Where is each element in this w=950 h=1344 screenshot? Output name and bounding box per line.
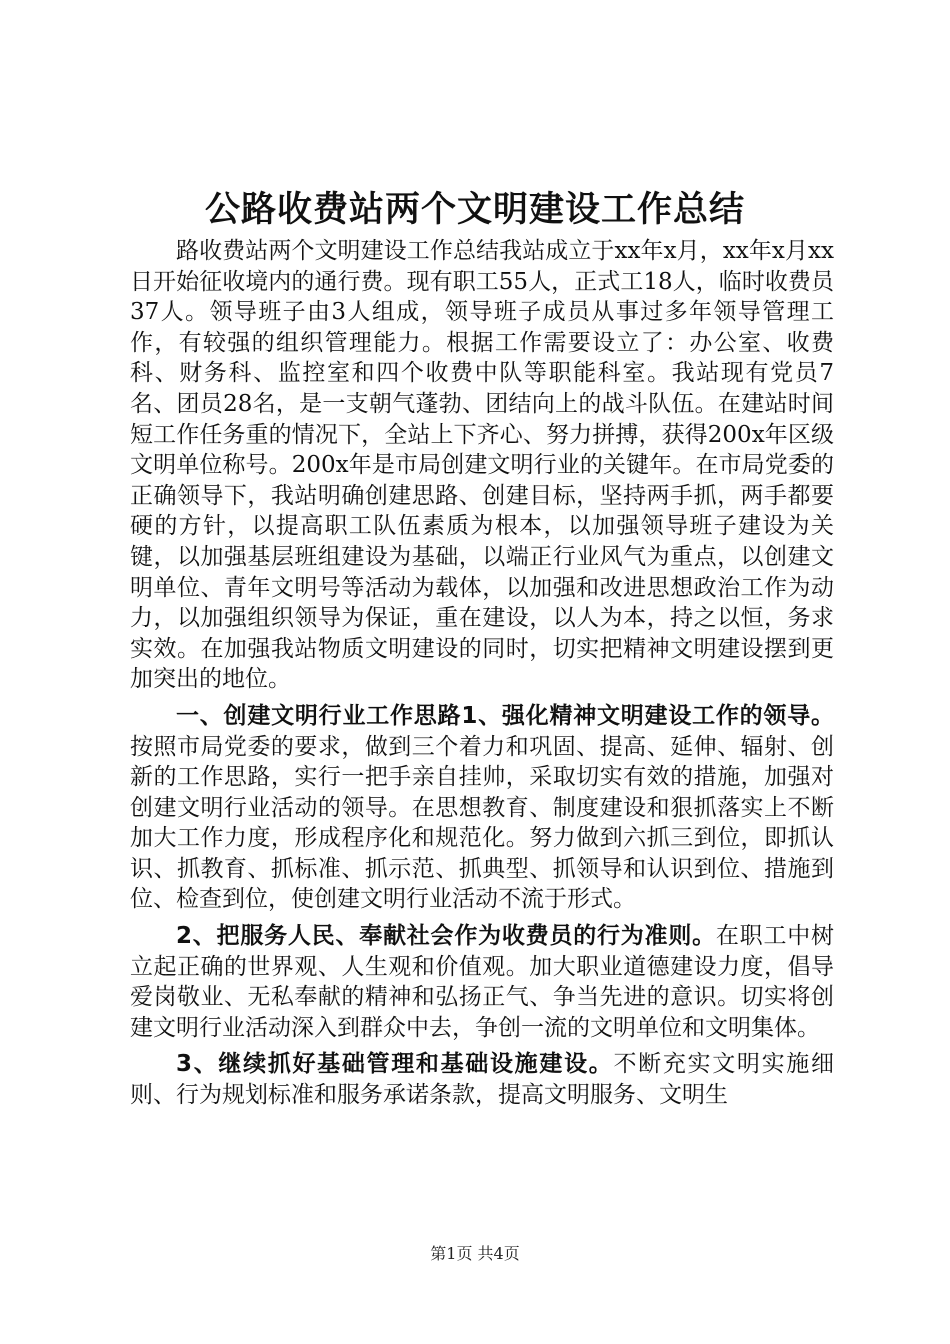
paragraph-lead: 2、把服务人民、奉献社会作为收费员的行为准则。 bbox=[176, 923, 716, 950]
paragraph-intro bbox=[130, 236, 834, 695]
paragraph-lead: 3、继续抓好基础管理和基础设施建设。 bbox=[176, 1051, 614, 1078]
document-body bbox=[130, 236, 834, 1111]
paragraph-section-2 bbox=[130, 921, 834, 1043]
paragraph-text: 在职工中树立起正确的世界观、人生观和价值观。加大职业道德建设力度，倡导爱岗敬业、无私奉献的精神和弘扬正气、争当先进的意识。切实将创建文明行业活动深入到群众中去，争创一流的文明单位和文明集体。 bbox=[130, 923, 834, 1041]
paragraph-section-3 bbox=[130, 1049, 834, 1110]
paragraph-lead: 一、创建文明行业工作思路1、强化精神文明建设工作的领导。 bbox=[176, 702, 834, 729]
paragraph-section-1 bbox=[130, 701, 834, 915]
paragraph-text: 按照市局党委的要求，做到三个着力和巩固、提高、延伸、辐射、创新的工作思路，实行一把手亲自挂帅，采取切实有效的措施，加强对创建文明行业活动的领导。在思想教育、制度建设和狠抓落实上不断加大工作力度，形成程序化和规范化。努力做到六抓三到位，即抓认识、抓教育、抓标准、抓示范、抓典型、抓领导和认识到位、措施到位、检查到位，使创建文明行业活动不流于形式。 bbox=[130, 733, 834, 913]
paragraph-text: 不断充实文明实施细则、行为规划标准和服务承诺条款，提高文明服务、文明生 bbox=[130, 1051, 835, 1109]
page-number-footer: 第1页 共4页 bbox=[430, 1244, 520, 1263]
document-title: 公路收费站两个文明建设工作总结 bbox=[204, 190, 745, 230]
paragraph-text: 路收费站两个文明建设工作总结我站成立于xx年x月，xx年x月xx日开始征收境内的通行费。现有职工55人，正式工18人，临时收费员37人。领导班子由3人组成，领导班子成员从事过多年领导管理工作，有较强的组织管理能力。根据工作需要设立了：办公室、收费科、财务科、监控室和四个收费中队等职能科室。我站现有党员7名、团员28名，是一支朝气蓬勃、团结向上的战斗队伍。在建站时间短工作任务重的情况下，全站上下齐心、努力拼搏，获得200x年区级文明单位称号。200x年是市局创建文明行业的关键年。在市局党委的正确领导下，我站明确创建思路、创建目标，坚持两手抓，两手都要硬的方针，以提高职工队伍素质为根本，以加强领导班子建设为关键，以加强基层班组建设为基础，以端正行业风气为重点，以创建文明单位、青年文明号等活动为载体，以加强和改进思想政治工作为动力，以加强组织领导为保证，重在建设，以人为本，持之以恒，务求实效。在加强我站物质文明建设的同时，切实把精神文明建设摆到更加突出的地位。 bbox=[130, 238, 834, 693]
